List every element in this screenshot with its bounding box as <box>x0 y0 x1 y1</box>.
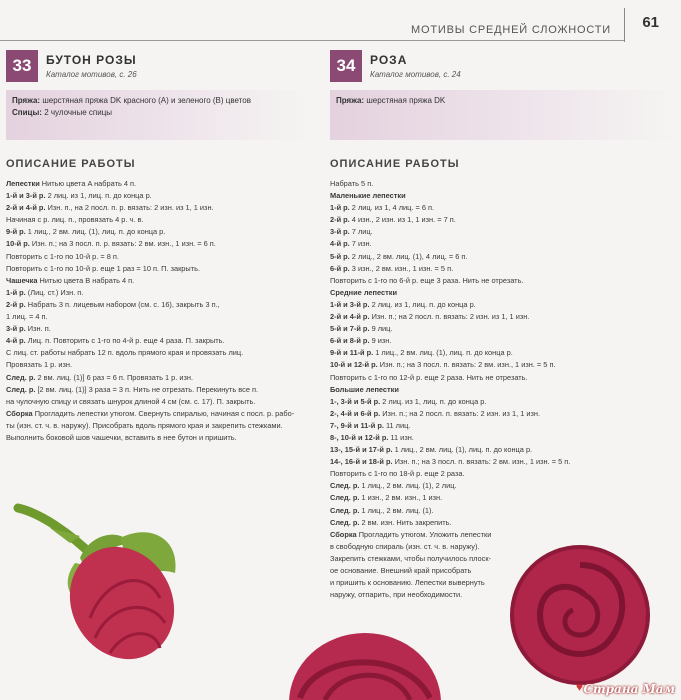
instruction-row-label: 1-, 3-й и 5-й р. <box>330 396 381 406</box>
instruction-row-label: 4-й р. <box>330 239 350 249</box>
instruction-row-label: След. р. <box>330 481 360 491</box>
instruction-row-text: 1 лиц., 2 вм. лиц. (1). <box>359 505 434 515</box>
instruction-row-text: Набрать 5 п. <box>330 179 374 188</box>
instruction-row-label: Маленькие лепестки <box>330 191 406 201</box>
instruction-row-text: Повторить с 1-го по 10-й р. = 8 п. <box>6 251 119 261</box>
motif-title: БУТОН РОЗЫ <box>46 53 137 67</box>
instruction-line <box>330 420 676 432</box>
instruction-row-label: 8-, 10-й и 12-й р. <box>330 432 389 442</box>
instruction-row-text: 11 изн. <box>388 432 414 442</box>
instruction-row-text: 1 лиц., 2 вм. лиц. (1), лиц. п. до конца р. <box>392 445 533 455</box>
instruction-row-text: Набрать 3 п. лицевым набором (см. с. 16), закрыть 3 п., <box>25 299 220 309</box>
instruction-line <box>330 214 676 226</box>
instruction-line <box>330 492 676 504</box>
instruction-row-label: 3-й р. <box>6 324 26 334</box>
instruction-row-text: 2 лиц. из 1, 4 лиц. = 6 п. <box>349 203 435 213</box>
instruction-line <box>330 323 676 335</box>
instruction-line <box>6 299 308 311</box>
instruction-row-label: 6-й и 8-й р. <box>330 336 370 346</box>
instruction-line <box>330 226 676 238</box>
instructions-text <box>330 178 676 601</box>
instruction-row-text: 1 лиц., 2 вм. лиц. (1), 2 лиц. <box>359 481 457 491</box>
instruction-line <box>6 275 308 287</box>
instruction-line <box>330 238 676 250</box>
instruction-row-label: 5-й р. <box>330 251 350 261</box>
instruction-row-label: 2-й и 4-й р. <box>6 203 46 213</box>
instruction-line <box>6 408 308 420</box>
instruction-row-text: наружу, отпарить, при необходимости. <box>330 590 463 600</box>
instruction-row-text: Лиц. п. Повторить с 1-го по 4-й р. еще 4 раза. П. закрыть. <box>25 336 225 346</box>
instruction-row-text: Повторить с 1-го по 6-й р. еще 3 раза. Нить не отрезать. <box>330 275 524 285</box>
instruction-line <box>330 347 676 359</box>
instruction-row-label: 2-, 4-й и 6-й р. <box>330 408 381 418</box>
instruction-line <box>6 372 308 384</box>
instruction-row-label: 6-й р. <box>330 263 350 273</box>
instruction-row-label: 2-й р. <box>330 215 350 225</box>
motif-number-badge: 33 <box>6 50 38 82</box>
instruction-row-text: в свободную спираль (изн. ст. ч. в. наружу). <box>330 541 480 551</box>
instruction-row-text: 4 изн., 2 изн. из 1, 1 изн. = 7 п. <box>349 215 456 225</box>
instruction-row-label: 10-й р. <box>6 239 30 249</box>
instruction-line <box>6 432 308 444</box>
instruction-row-text: Повторить с 1-го по 12-й р. еще 2 раза. Нить не отрезать. <box>330 372 528 382</box>
instruction-row-label: 5-й и 7-й р. <box>330 324 370 334</box>
instruction-line <box>6 396 308 408</box>
knitted-rose-photo <box>505 540 655 690</box>
instruction-row-label: След. р. <box>330 517 360 527</box>
instruction-row-text: [2 вм. лиц. (1)] 3 раза = 3 п. Нить не отрезать. Перекинуть все п. <box>35 384 259 394</box>
watermark: Страна Мам <box>583 682 675 696</box>
instruction-row-text: Повторить с 1-го по 18-й р. еще 2 раза. <box>330 469 465 479</box>
instruction-line <box>6 263 308 275</box>
motif-34-header <box>330 48 676 84</box>
knitted-rosebud-photo <box>10 488 185 668</box>
instruction-row-text: 1 лиц. = 4 п. <box>6 312 48 322</box>
instruction-row-text: 1 лиц., 2 вм. лиц. (1), лиц. п. до конца р. <box>25 227 166 237</box>
instruction-line <box>330 456 676 468</box>
instruction-row-text: Нитью цвета B набрать 4 п. <box>37 275 135 285</box>
instruction-line <box>330 396 676 408</box>
instruction-row-label: 3-й р. <box>330 227 350 237</box>
instruction-line <box>6 335 308 347</box>
yarn-line: Пряжа: шерстяная пряжа DK красного (A) и зеленого (B) цветов <box>12 96 251 105</box>
instruction-row-label: 14-, 16-й и 18-й р. <box>330 457 393 467</box>
yarn-line: Пряжа: шерстяная пряжа DK <box>336 96 446 105</box>
page-number-divider <box>624 8 625 42</box>
instruction-line <box>330 432 676 444</box>
instructions-text <box>6 178 308 444</box>
instruction-line <box>330 444 676 456</box>
instruction-row-text: 2 лиц. из 1, лиц. п. до конца р. <box>45 191 152 201</box>
instruction-row-label: 9-й и 11-й р. <box>330 348 374 358</box>
materials-box <box>6 90 308 140</box>
instruction-row-text: 2 лиц., 2 вм. лиц. (1), 4 лиц. = 6 п. <box>349 251 468 261</box>
instruction-line <box>330 178 676 190</box>
instruction-line <box>330 468 676 480</box>
instruction-row-text: Начиная с р. лиц. п., провязать 4 р. ч. в. <box>6 215 144 225</box>
instruction-row-text: Закрепить стежками, чтобы получилось плоск- <box>330 553 492 563</box>
instruction-row-label: 10-й и 12-й р. <box>330 360 378 370</box>
motif-catalog-ref: Каталог мотивов, с. 24 <box>370 70 461 79</box>
motif-number-badge: 34 <box>330 50 362 82</box>
instruction-row-text: 9 изн. <box>369 336 392 346</box>
instruction-row-text: Выполнить боковой шов чашечки, вставить в нее бутон и пришить. <box>6 432 237 442</box>
instruction-row-label: 13-, 15-й и 17-й р. <box>330 445 393 455</box>
instruction-row-label: 2-й р. <box>6 299 26 309</box>
instruction-line <box>330 287 676 299</box>
instruction-line <box>6 214 308 226</box>
instruction-line <box>6 311 308 323</box>
instruction-row-text: Провязать 1 р. изн. <box>6 360 73 370</box>
instruction-row-text: Прогладить лепестки утюгом. Свернуть спиралью, начиная с посл. р. рабо- <box>32 408 295 418</box>
instruction-row-label: Средние лепестки <box>330 287 397 297</box>
instruction-line <box>330 529 676 541</box>
instruction-row-label: 7-, 9-й и 11-й р. <box>330 420 384 430</box>
instruction-row-text: 2 лиц. из 1, лиц. п. до конца р. <box>380 396 487 406</box>
instruction-line <box>330 372 676 384</box>
instruction-row-text: 7 лиц. <box>349 227 373 237</box>
instruction-line <box>6 251 308 263</box>
instruction-row-label: Лепестки <box>6 179 40 188</box>
top-rule <box>0 40 625 41</box>
page-number: 61 <box>642 14 659 31</box>
instruction-row-label: След. р. <box>6 384 36 394</box>
instruction-line <box>330 190 676 202</box>
motif-title-block <box>46 53 137 79</box>
instruction-line <box>330 263 676 275</box>
instruction-row-text: ты (изн. ст. ч. в. наружу). Присобрать вдоль прямого края и закрепить стежками. <box>6 420 283 430</box>
instruction-line <box>330 299 676 311</box>
instruction-row-text: 2 вм. изн. Нить закрепить. <box>359 517 452 527</box>
instruction-row-label: Чашечка <box>6 275 38 285</box>
needles-line: Спицы: 2 чулочные спицы <box>12 108 113 117</box>
instruction-row-label: Сборка <box>6 408 33 418</box>
instruction-row-label: 1-й р. <box>330 203 350 213</box>
instruction-row-label: Большие лепестки <box>330 384 399 394</box>
instruction-row-text: 1 изн., 2 вм. изн., 1 изн. <box>359 493 443 503</box>
instruction-line <box>6 420 308 432</box>
instruction-row-text: 9 лиц. <box>369 324 393 334</box>
instruction-row-text: Изн. п.; на 3 посл. п. вязать: 2 вм. изн., 1 изн. = 5 п. <box>392 457 571 467</box>
motif-33-column <box>6 48 308 444</box>
instruction-row-text: Нитью цвета A набрать 4 п. <box>39 179 137 188</box>
knitted-rose-photo-bottom <box>285 628 445 700</box>
instruction-row-text: Прогладить утюгом. Уложить лепестки <box>356 529 492 539</box>
watermark-heart-icon: ♥ <box>575 680 583 694</box>
instruction-line <box>330 202 676 214</box>
instruction-line <box>6 190 308 202</box>
instruction-line <box>6 178 308 190</box>
materials-box <box>330 90 676 140</box>
instruction-row-label: 2-й и 4-й р. <box>330 312 370 322</box>
instruction-row-text: 11 лиц. <box>383 420 411 430</box>
instruction-row-text: 2 лиц. из 1, лиц. п. до конца р. <box>369 299 476 309</box>
instruction-row-text: Повторить с 1-го по 10-й р. еще 1 раз = 10 п. П. закрыть. <box>6 263 201 273</box>
instruction-row-text: Изн. п. <box>25 324 51 334</box>
instruction-row-label: 1-й и 3-й р. <box>6 191 46 201</box>
instruction-line <box>6 226 308 238</box>
instruction-row-label: 4-й р. <box>6 336 26 346</box>
instruction-line <box>330 384 676 396</box>
instruction-line <box>330 311 676 323</box>
instruction-row-label: Сборка <box>330 529 357 539</box>
instruction-row-text: ое основание. Внешний край присобрать <box>330 566 472 575</box>
instruction-line <box>6 359 308 371</box>
instruction-row-text: Изн. п.; на 2 посл. п. вязать: 2 изн. из 1, 1 изн. <box>369 312 530 322</box>
motif-34-column <box>330 48 676 601</box>
instruction-row-text: на чулочную спицу и связать шнурок длиной 4 см (см. с. 17). П. закрыть. <box>6 396 256 406</box>
instruction-line <box>6 347 308 359</box>
instruction-row-text: 7 изн. <box>349 239 372 249</box>
motif-33-header <box>6 48 308 84</box>
instruction-line <box>6 323 308 335</box>
instruction-row-text: Изн. п.; на 3 посл. п. вязать: 2 вм. изн., 1 изн. = 5 п. <box>377 360 556 370</box>
instruction-row-text: С лиц. ст. работы набрать 12 п. вдоль прямого края и провязать лиц. <box>6 348 244 358</box>
instruction-row-label: 1-й и 3-й р. <box>330 299 370 309</box>
running-title: МОТИВЫ СРЕДНЕЙ СЛОЖНОСТИ <box>411 24 611 36</box>
instruction-line <box>330 335 676 347</box>
instruction-line <box>330 505 676 517</box>
instruction-line <box>330 275 676 287</box>
instruction-line <box>6 238 308 250</box>
motif-title-block <box>370 53 461 79</box>
instruction-line <box>330 408 676 420</box>
instruction-row-label: След. р. <box>330 505 360 515</box>
instruction-row-label: 9-й р. <box>6 227 26 237</box>
instruction-row-text: 1 лиц., 2 вм. лиц. (1), лиц. п. до конца р. <box>373 348 513 358</box>
instruction-row-text: Изн. п.; на 3 посл. п. р. вязать: 2 вм. изн., 1 изн. = 6 п. <box>29 239 216 249</box>
instruction-row-text: и пришить к основанию. Лепестки вывернуть <box>330 578 485 588</box>
instruction-line <box>6 384 308 396</box>
instruction-row-text: 3 изн., 2 вм. изн., 1 изн. = 5 п. <box>349 263 454 273</box>
instruction-row-text: Изн. п.; на 2 посл. п. вязать: 2 изн. из 1, 1 изн. <box>380 408 541 418</box>
instruction-line <box>330 359 676 371</box>
instruction-line <box>6 287 308 299</box>
instruction-line <box>330 517 676 529</box>
instruction-row-text: (Лиц. ст.) Изн. п. <box>25 287 84 297</box>
instruction-row-text: 2 вм. лиц. (1)] 6 раз = 6 п. Провязать 1 р. изн. <box>35 372 194 382</box>
section-title: ОПИСАНИЕ РАБОТЫ <box>330 158 460 170</box>
instruction-line <box>330 480 676 492</box>
instruction-row-text: Изн. п., на 2 посл. п. р. вязать: 2 изн. из 1, 1 изн. <box>45 203 214 213</box>
instruction-row-label: След. р. <box>330 493 360 503</box>
instruction-row-label: След. р. <box>6 372 36 382</box>
section-title: ОПИСАНИЕ РАБОТЫ <box>6 158 136 170</box>
motif-catalog-ref: Каталог мотивов, с. 26 <box>46 70 137 79</box>
instruction-row-label: 1-й р. <box>6 287 26 297</box>
instruction-line <box>6 202 308 214</box>
motif-title: РОЗА <box>370 53 408 67</box>
instruction-line <box>330 251 676 263</box>
